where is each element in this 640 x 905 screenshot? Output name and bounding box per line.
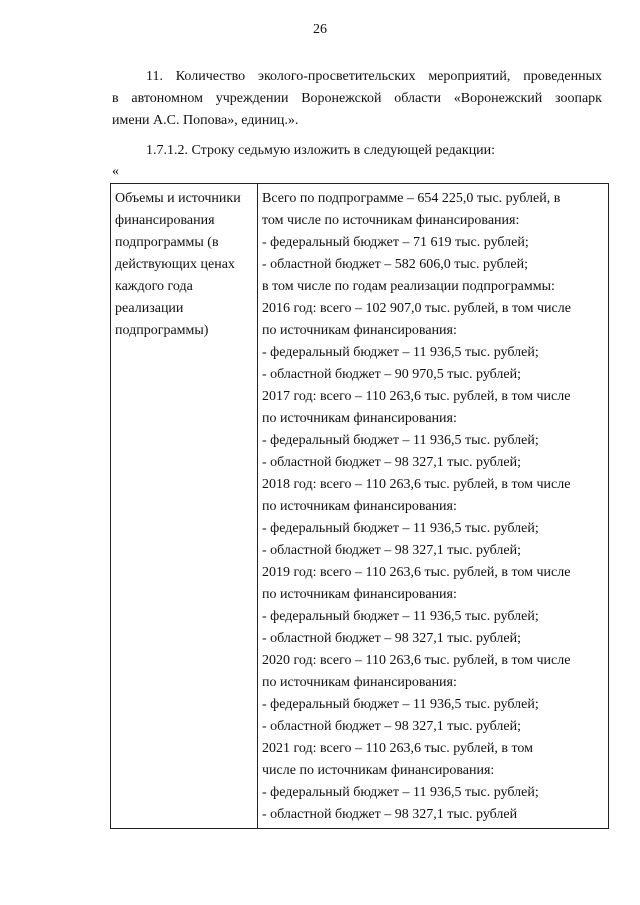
value-line: по источникам финансирования:: [262, 411, 457, 426]
label-line: каждого года: [115, 279, 193, 294]
value-line: - областной бюджет – 98 327,1 тыс. рублей;: [262, 631, 521, 646]
value-line: 2016 год: всего – 102 907,0 тыс. рублей, в том числе: [262, 301, 571, 316]
value-line: - федеральный бюджет – 11 936,5 тыс. рублей;: [262, 521, 539, 536]
item-11-line-2: в автономном учреждении Воронежской области «Воронежский зоопарк: [112, 91, 602, 106]
subprogram-funding-table: [110, 183, 609, 829]
label-line: подпрограммы (в: [115, 235, 219, 250]
value-line: - федеральный бюджет – 11 936,5 тыс. рублей;: [262, 609, 539, 624]
value-line: по источникам финансирования:: [262, 499, 457, 514]
value-line: - областной бюджет – 98 327,1 тыс. рублей;: [262, 543, 521, 558]
value-line: том числе по источникам финансирования:: [262, 213, 520, 228]
value-line: - федеральный бюджет – 71 619 тыс. рублей;: [262, 235, 529, 250]
value-line: 2021 год: всего – 110 263,6 тыс. рублей, в том: [262, 741, 533, 756]
row-label-cell: [111, 184, 258, 829]
item-11-line-3: имени А.С. Попова», единиц.».: [112, 113, 299, 128]
table-row: [111, 184, 609, 829]
item-11-paragraph: [112, 66, 602, 132]
label-line: финансирования: [115, 213, 215, 228]
value-line: 2020 год: всего – 110 263,6 тыс. рублей, в том числе: [262, 653, 571, 668]
value-line: 2019 год: всего – 110 263,6 тыс. рублей, в том числе: [262, 565, 571, 580]
value-line: - федеральный бюджет – 11 936,5 тыс. рублей;: [262, 697, 539, 712]
instruction-paragraph: 1.7.1.2. Строку седьмую изложить в следующей редакции:: [146, 143, 496, 158]
value-line: 2018 год: всего – 110 263,6 тыс. рублей, в том числе: [262, 477, 571, 492]
value-line: - областной бюджет – 98 327,1 тыс. рублей;: [262, 719, 521, 734]
value-line: - федеральный бюджет – 11 936,5 тыс. рублей;: [262, 433, 539, 448]
value-line: - областной бюджет – 582 606,0 тыс. рублей;: [262, 257, 528, 272]
value-line: по источникам финансирования:: [262, 675, 457, 690]
value-line: - федеральный бюджет – 11 936,5 тыс. рублей;: [262, 785, 539, 800]
value-line: - областной бюджет – 98 327,1 тыс. рублей: [262, 807, 518, 822]
page-number: 26: [313, 22, 327, 37]
label-line: Объемы и источники: [115, 191, 241, 206]
row-value-cell: [258, 184, 609, 829]
label-line: реализации: [115, 301, 184, 316]
label-line: подпрограммы): [115, 323, 209, 338]
value-line: - федеральный бюджет – 11 936,5 тыс. рублей;: [262, 345, 539, 360]
value-line: 2017 год: всего – 110 263,6 тыс. рублей, в том числе: [262, 389, 571, 404]
value-line: по источникам финансирования:: [262, 587, 457, 602]
value-line: - областной бюджет – 98 327,1 тыс. рублей;: [262, 455, 521, 470]
value-line: по источникам финансирования:: [262, 323, 457, 338]
value-line: - областной бюджет – 90 970,5 тыс. рублей;: [262, 367, 521, 382]
opening-quote-mark: «: [112, 164, 119, 179]
value-line: числе по источникам финансирования:: [262, 763, 495, 778]
item-11-line-1: 11. Количество эколого-просветительских мероприятий, проведенных: [146, 69, 602, 84]
value-line: в том числе по годам реализации подпрограммы:: [262, 279, 555, 294]
label-line: действующих ценах: [115, 257, 235, 272]
value-line: Всего по подпрограмме – 654 225,0 тыс. рублей, в: [262, 191, 561, 206]
